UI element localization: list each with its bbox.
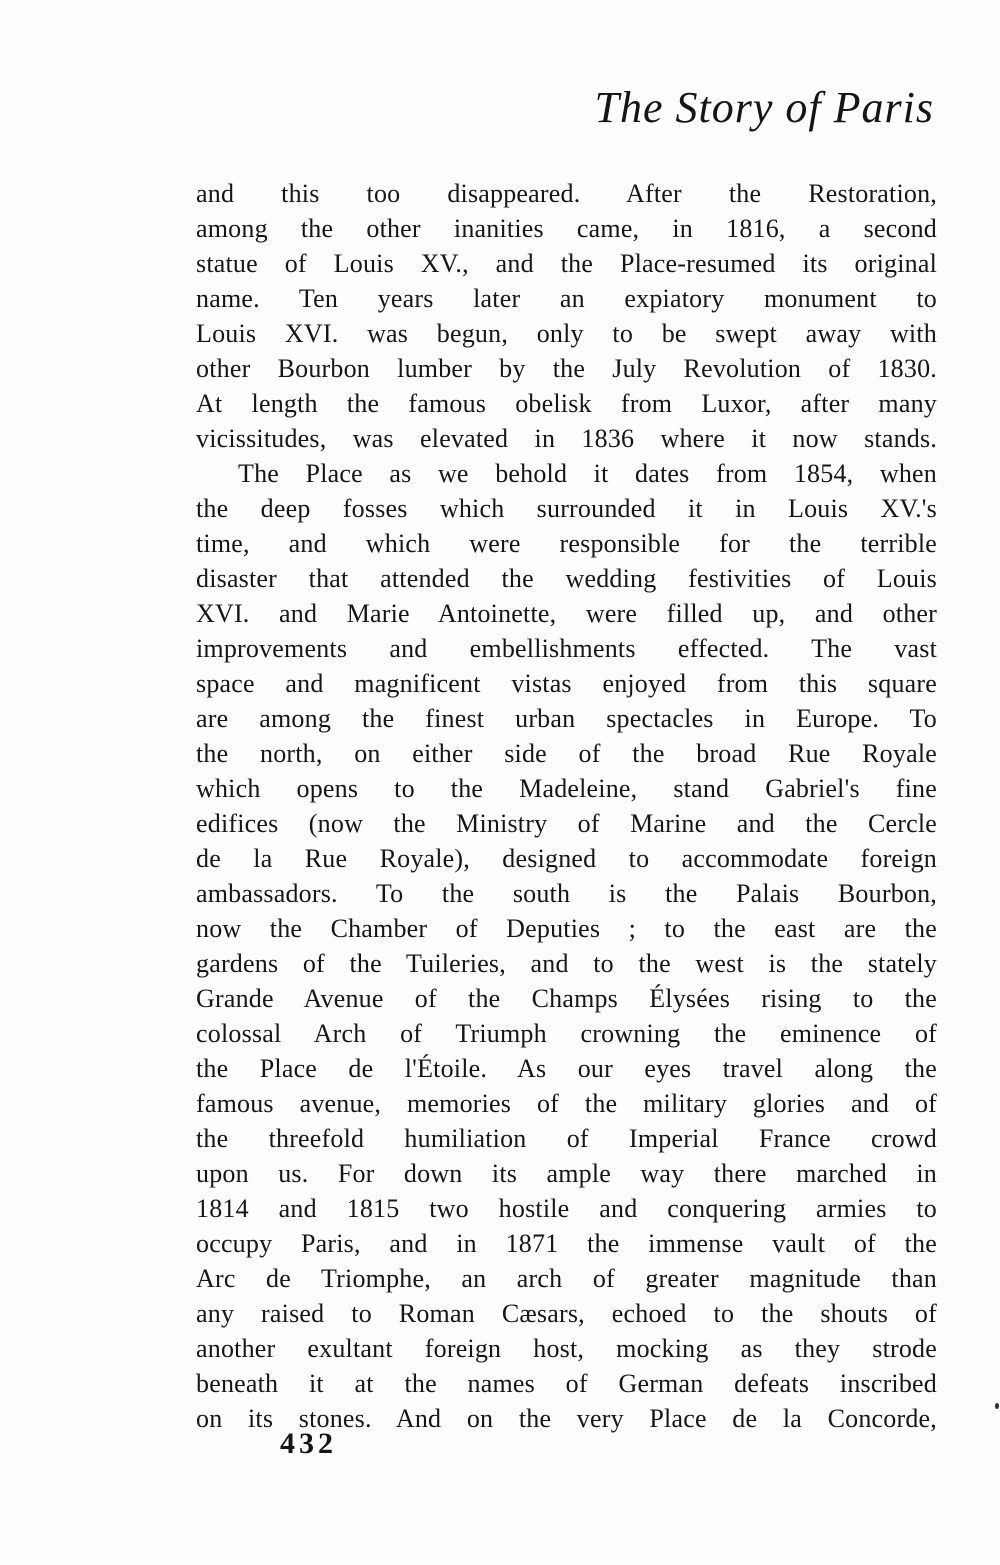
text-line: the threefold humiliation of Imperial France crowd (196, 1124, 937, 1153)
text-line: ambassadors. To the south is the Palais Bourbon, (196, 879, 937, 908)
text-line: another exultant foreign host, mocking as they strode (196, 1334, 937, 1363)
page-number: 432 (280, 1427, 337, 1460)
text-line: de la Rue Royale), designed to accommodate foreign (196, 844, 937, 873)
text-line: Grande Avenue of the Champs Élysées rising to the (196, 984, 937, 1013)
text-line: improvements and embellishments effected. The vast (196, 634, 937, 663)
text-line: occupy Paris, and in 1871 the immense vault of the (196, 1229, 937, 1258)
text-line: time, and which were responsible for the terrible (196, 529, 937, 558)
text-line: space and magnificent vistas enjoyed from this square (196, 669, 937, 698)
text-line: colossal Arch of Triumph crowning the eminence of (196, 1019, 937, 1048)
text-line: XVI. and Marie Antoinette, were filled up, and other (196, 599, 937, 628)
running-header (595, 80, 934, 136)
text-line: any raised to Roman Cæsars, echoed to the shouts of (196, 1299, 937, 1328)
text-line: edifices (now the Ministry of Marine and the Cercle (196, 809, 937, 838)
text-line: the deep fosses which surrounded it in Louis XV.'s (196, 494, 937, 523)
text-line: 1814 and 1815 two hostile and conquering armies to (196, 1194, 937, 1223)
scan-speck (995, 1403, 999, 1409)
page-body (196, 176, 937, 1436)
text-line: which opens to the Madeleine, stand Gabriel's fine (196, 774, 937, 803)
text-line-paragraph-start: The Place as we behold it dates from 1854, when (238, 459, 937, 488)
text-line: At length the famous obelisk from Luxor, after many (196, 389, 937, 418)
text-line: famous avenue, memories of the military glories and of (196, 1089, 937, 1118)
text-line: other Bourbon lumber by the July Revolution of 1830. (196, 354, 937, 383)
text-line: statue of Louis XV., and the Place-resumed its original (196, 249, 937, 278)
text-line: now the Chamber of Deputies ; to the east are the (196, 914, 937, 943)
text-line: are among the finest urban spectacles in Europe. To (196, 704, 937, 733)
text-line: disaster that attended the wedding festivities of Louis (196, 564, 937, 593)
text-line: name. Ten years later an expiatory monument to (196, 284, 937, 313)
text-line: gardens of the Tuileries, and to the west is the stately (196, 949, 937, 978)
text-line: among the other inanities came, in 1816, a second (196, 214, 937, 243)
text-line: Louis XVI. was begun, only to be swept away with (196, 319, 937, 348)
running-header-title: The Story of Paris (594, 83, 934, 132)
text-line: on its stones. And on the very Place de la Concorde, (196, 1404, 937, 1433)
text-line: and this too disappeared. After the Restoration, (196, 179, 937, 208)
text-line: upon us. For down its ample way there marched in (196, 1159, 937, 1188)
text-line: beneath it at the names of German defeats inscribed (196, 1369, 937, 1398)
text-line: the north, on either side of the broad Rue Royale (196, 739, 937, 768)
text-line: Arc de Triomphe, an arch of greater magnitude than (196, 1264, 937, 1293)
text-line: vicissitudes, was elevated in 1836 where it now stands. (196, 424, 937, 453)
text-line: the Place de l'Étoile. As our eyes travel along the (196, 1054, 937, 1083)
